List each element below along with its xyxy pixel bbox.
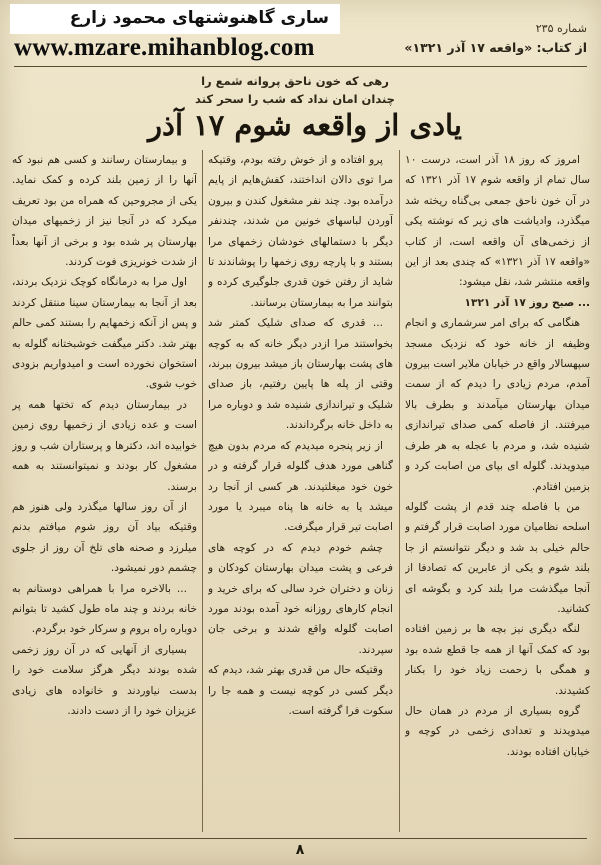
column-paragraph: من با فاصله چند قدم از پشت گلوله اسلحه نظامیان مورد اصابت قرار گرفتم و حالم خیلی بد شد و دیگر نتوانستم از جا بلند شوم و یکی از عابرین که تصادفا از آنجا میگذشت مرا بلند کرد و بگوشه ای کشانید. [405,500,590,615]
top-rule [14,66,587,67]
column-paragraph: ... بالاخره مرا با همراهی دوستانم به خانه بردند و چند ماه طول کشید تا بتوانم دوباره راه بروم و سرکار خود برگردم. [12,582,197,636]
column-paragraph: گروه بسیاری از مردم در همان حال میدویدند و تعدادی زخمی در کوچه و خیابان افتاده بودند. [405,704,590,758]
text-column-right [405,150,590,830]
page-number: ۸ [295,842,305,858]
column-subheading: ... صبح روز ۱۷ آذر ۱۳۲۱ [464,296,590,309]
text-column-left [12,150,197,830]
column-paragraph: ... قدری که صدای شلیک کمتر شد بخواستند مرا ازدر دیگر خانه که به کوچه های پشت بهارستان باز میشد بیرون ببرند، وقتی از پله ها پایین رفتیم، باز صدای شلیک و تیراندازی شنیده شد و دوباره مرا به داخل خانه برگرداندند. [208,317,393,432]
blog-title: ساری گاهنوشتهای محمود زارع [69,8,329,28]
column-paragraph: از زیر پنجره میدیدم که مردم بدون هیچ گناهی مورد هدف گلوله قرار گرفته و در خون خود میغلتیدند. هر کسی از آنجا رد میشد یا به خانه ها پناه میبرد یا مورد اصابت تیر قرار میگرفت. [208,439,393,534]
issue-number: شماره ۲۳۵ [535,22,587,35]
column-divider [202,150,203,832]
poem-line-1: رهی که خون ناحق پروانه شمع را [201,74,389,88]
column-paragraph: از آن روز سالها میگذرد ولی هنوز هم وقتیکه بیاد آن روز شوم میافتم بدنم میلرزد و صحنه های تلخ آن روز از جلوی چشمم دور نمیشود. [12,500,197,575]
column-divider [399,150,400,832]
source-line: از کتاب: «واقعه ۱۷ آذر ۱۳۲۱» [404,40,587,55]
column-paragraph: پرو افتاده و از خوش رفته بودم، وقتیکه مرا توی دالان انداختند، کفش‌هایم از پایم درآمده بود. چند نفر مشغول کندن و بیرون آوردن لباسهای خونین من شدند، چندنفر دیگر با دستمالهای خودشان زخمهای مرا بستند و با پارچه روی زخمها را پوشاندند تا شاید از رفتن خون قدری جلوگیری کرده و بتوانند مرا به بیمارستان برسانند. [208,154,393,309]
column-paragraph: هنگامی که برای امر سرشماری و انجام وظیفه از خانه خود که نزدیک مسجد سپهسالار واقع در خیابان ملایر است بیرون آمدم، مردم زیادی را دیدم که از سمت میدان بهارستان میآمدند و بطرف بالا میرفتند. از فاصله کمی صدای تیراندازی شنیده شد، و مردم با عجله به هر طرف میدویدند. گلوله ای بپای من اصابت کرد و بزمین افتادم. [405,317,590,493]
poem [150,72,440,108]
poem-line-2: چندان امان نداد که شب را سحر کند [195,92,395,106]
column-paragraph: بسیاری از آنهایی که در آن روز زخمی شده بودند دیگر هرگز سلامت خود را بدست نیاوردند و خانواده های زیادی عزیزان خود را از دست دادند. [12,643,197,717]
column-paragraph: چشم خودم دیدم که در کوچه های فرعی و پشت میدان بهارستان کودکان و زنان و دختران خرد سالی که برای خرید و انجام کارهای روزانه خود آمده بودند مورد اصابت گلوله واقع شدند و برخی جان سپردند. [208,541,393,656]
column-paragraph: اول مرا به درمانگاه کوچک نزدیک بردند، بعد از آنجا به بیمارستان سینا منتقل کردند و پس از آنکه زخمهایم را بستند کمی حالم بهتر شد. دکتر میگفت خوشبختانه گلوله به استخوان نخورده است و امیدواریم بزودی خوب شوی. [12,276,197,391]
column-paragraph: و بیمارستان رسانند و کسی هم نبود که آنها را از زمین بلند کرده و کمک نماید. یکی از مجروحین که همراه من بود تعریف میکرد که در آنجا نیز از زخمیهای میدان بهارستان پر شده بود و برخی از آنها بعداً از شدت خونریزی فوت کردند. [12,154,197,269]
column-paragraph: وقتیکه حال من قدری بهتر شد، دیدم که دیگر کسی در کوچه نیست و همه جا را سکوت فرا گرفته است. [208,664,393,717]
blog-url[interactable]: www.mzare.mihanblog.com [14,34,315,61]
column-paragraph: امروز که روز ۱۸ آذر است، درست ۱۰ سال تمام از واقعه شوم ۱۷ آذر ۱۳۲۱ که در آن خون ناحق جمعی بی‌گناه ریخته شد میگذرد، وادیاشت های زیر که نوشته یکی از زخمی‌های آن واقعه است، از کتاب «واقعه ۱۷ آذر ۱۳۲۱» که چندی بعد از این واقعه منتشر شد، نقل میشود: [405,154,590,289]
column-paragraph: لنگه دیگری نیز بچه ها بر زمین افتاده بود که کمک آنها از همه جا قطع شده بود و همگی با زحمت زیاد خود را بکنار کشیدند. [405,623,590,697]
article-headline: یادی از واقعه شوم ۱۷ آذر [148,108,462,142]
text-column-middle [208,150,393,830]
bottom-rule [14,838,587,839]
column-paragraph: در بیمارستان دیدم که تختها همه پر است و عده زیادی از زخمیها روی زمین خوابیده اند، دکترها و پرستاران شب و روز مشغول کار بودند و نمیتوانستند به همه برسند. [12,398,197,493]
